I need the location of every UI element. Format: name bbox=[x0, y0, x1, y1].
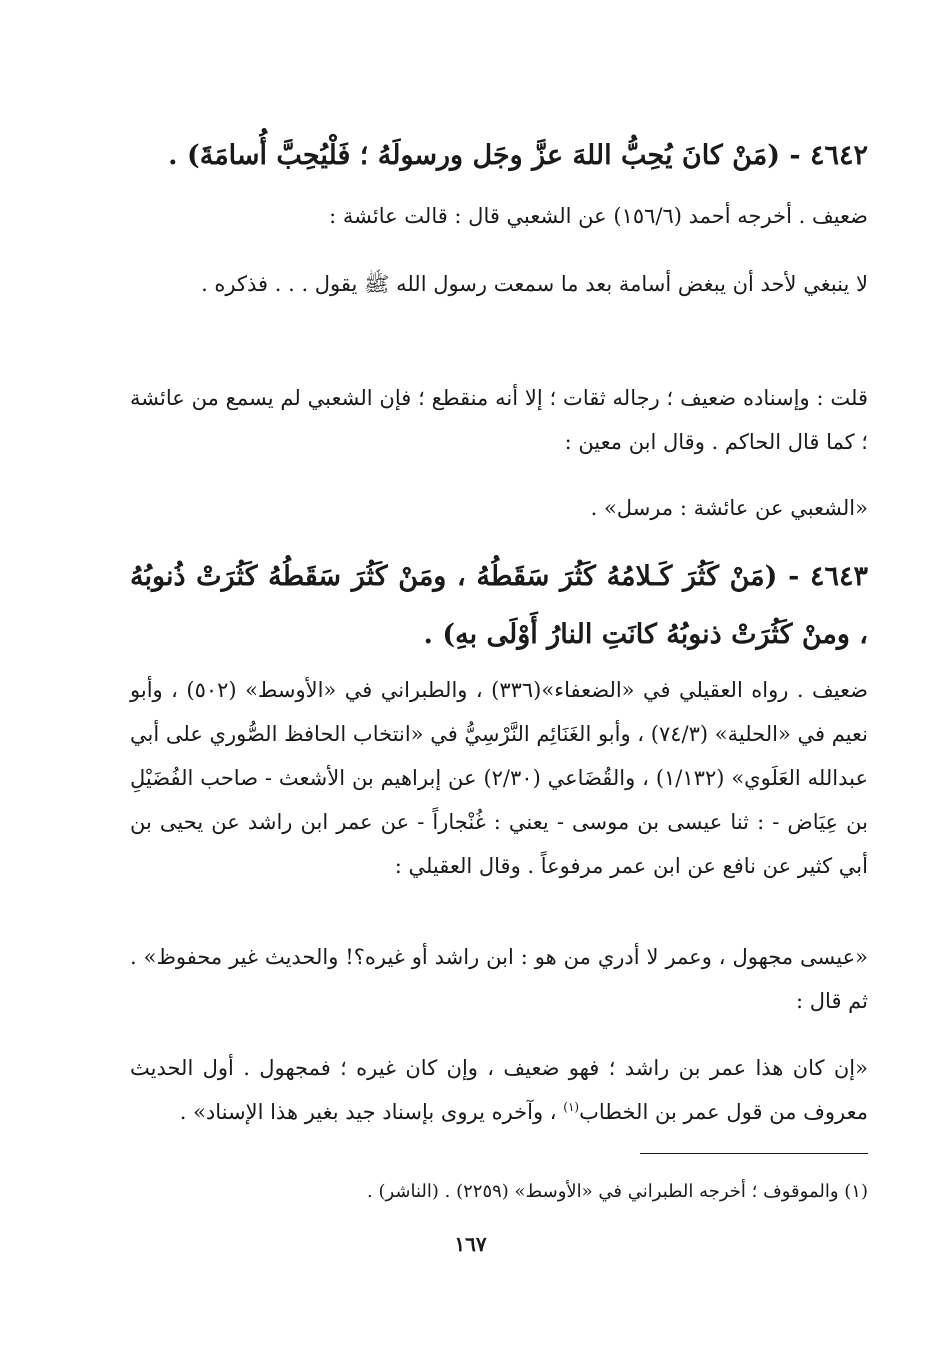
hadith-4642-text: ٤٦٤٢ - (مَنْ كانَ يُحِبُّ اللهَ عزَّ وجَل ورسولَهُ ؛ فَلْيُحِبَّ أُسامَةَ) . bbox=[168, 140, 868, 171]
final-quote bbox=[130, 1046, 868, 1134]
takhrij-4642-line: ضعيف . أخرجه أحمد (١٥٦/٦) عن الشعبي قال : قالت عائشة : bbox=[329, 204, 868, 228]
takhrij-4642-comment: قلت : وإسناده ضعيف ؛ رجاله ثقات ؛ إلا أنه منقطع ؛ فإن الشعبي لم يسمع من عائشة ؛ كما قال الحاكم . وقال ابن معين : bbox=[130, 386, 868, 454]
final-quote-part-a: «إن كان هذا عمر بن راشد ؛ فهو ضعيف ، وإن كان غيره ؛ فمجهول . أول الحديث معروف من قول عمر بن الخطاب bbox=[130, 1056, 868, 1124]
footnote-separator bbox=[640, 1153, 868, 1154]
takhrij-4642-quote: لا ينبغي لأحد أن يبغض أسامة بعد ما سمعت رسول الله ﷺ يقول . . . فذكره . bbox=[201, 272, 868, 296]
uqayli-quote: «عيسى مجهول ، وعمر لا أدري من هو : ابن راشد أو غيره؟! والحديث غير محفوظ» . ثم قال : bbox=[130, 945, 868, 1013]
ibn-maeen-quote: «الشعبي عن عائشة : مرسل» . bbox=[590, 496, 868, 520]
hadith-4643-text: ٤٦٤٣ - (مَنْ كَثُرَ كَـلامُهُ كَثُرَ سَقَطُهُ ، ومَنْ كَثُرَ سَقَطُهُ كَثُرَتْ ذُنوبُهُ ، ومنْ كَثُرَتْ ذنوبُهُ كانَتِ النارُ أَوْلَى بهِ) . bbox=[130, 561, 868, 650]
final-quote-part-b: ، وآخره يروى بإسناد جيد بغير هذا الإسناد» . bbox=[179, 1100, 564, 1124]
takhrij-4643-paragraph: ضعيف . رواه العقيلي في «الضعفاء»(٣٣٦) ، والطبراني في «الأوسط» (٥٠٢) ، وأبو نعيم في «الحلية» (٧٤/٣) ، وأبو الغَنَائِم النَّرْسِيُّ في «انتخاب الحافظ الصُّوري على أبي عبدالله العَلَوي» (١/١٣٢) ، والقُضَاعي (٢/٣٠) عن إبراهيم بن الأشعث - صاحب الفُضَيْلِ بن عِيَاض - : ثنا عيسى بن موسى - يعني : غُنْجاراً - عن عمر ابن راشد عن يحيى بن أبي كثير عن نافع عن ابن عمر مرفوعاً . وقال العقيلي : bbox=[130, 678, 869, 878]
footnote-text: (١) والموقوف ؛ أخرجه الطبراني في «الأوسط» (٢٢٥٩) . (الناشر) . bbox=[367, 1181, 868, 1202]
footnote-reference[interactable]: (١) bbox=[563, 1100, 580, 1114]
page-number: ١٦٧ bbox=[454, 1232, 487, 1256]
